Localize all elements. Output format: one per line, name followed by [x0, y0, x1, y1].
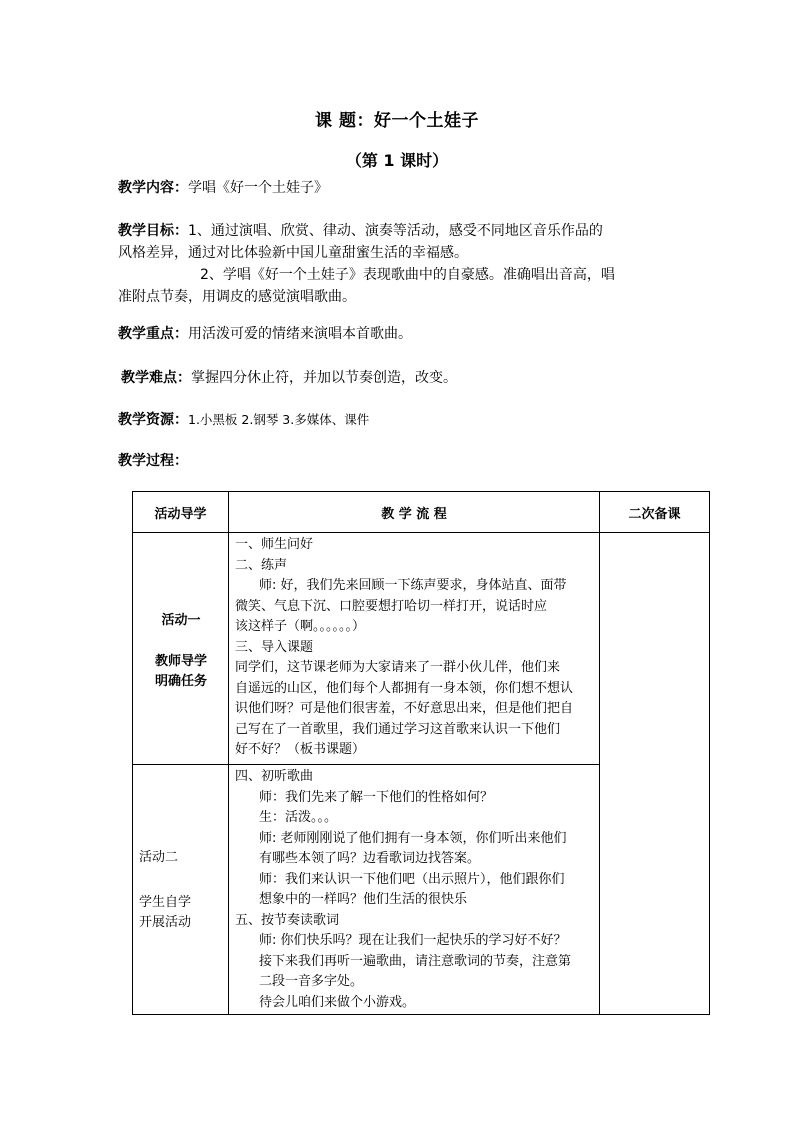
resources-text: 1.小黑板 2.钢琴 3.多媒体、课件	[188, 412, 370, 427]
flow1-line: 自遥远的山区，他们每个人都拥有一身本领，你们想不想认	[235, 680, 574, 696]
goals-text-1: 1、通过演唱、欣赏、律动、演奏等活动，感受不同地区音乐作品的	[188, 223, 603, 239]
flow2-line: 师：我们来认识一下他们吧（出示照片），他们跟你们	[259, 871, 565, 887]
resources-label: 教学资源：	[118, 412, 188, 428]
activity2-desc1: 学生自学	[139, 895, 192, 910]
content-text: 学唱《好一个土娃子》	[188, 180, 328, 196]
header-notes: 二次备课	[600, 492, 710, 533]
flow1-line: 三、导入课题	[235, 639, 314, 655]
goals-line-3: 2、学唱《好一个土娃子》表现歌曲中的自豪感。准确唱出音高，唱	[200, 267, 615, 283]
flow2-line: 师：我们先来了解一下他们的性格如何？	[259, 789, 494, 805]
activity1-cell	[133, 533, 229, 765]
activity2-name: 活动二	[139, 850, 179, 865]
flow1-line: 微笑、气息下沉、口腔要想打哈切一样打开，说话时应	[235, 598, 548, 614]
flow2-line: 接下来我们再听一遍歌曲，请注意歌词的节奏，注意第	[259, 953, 572, 969]
table-row-activity1	[133, 533, 710, 765]
flow1-line: 同学们，这节课老师为大家请来了一群小伙儿伴，他们来	[235, 660, 561, 675]
flow2-line: 四、初听歌曲	[235, 769, 314, 784]
second-prep-cell	[600, 533, 710, 1015]
goals-line-2: 风格差异，通过对比体验新中国儿童甜蜜生活的幸福感。	[118, 245, 468, 261]
table-header-row	[133, 492, 710, 533]
flow2-line: 二段一音多字处。	[259, 974, 364, 989]
activity1-desc2: 明确任务	[154, 674, 207, 689]
flow1-line: 该这样子（啊。。。。。。）	[235, 619, 366, 634]
keypoint-line	[118, 324, 412, 345]
goals-label: 教学目标：	[118, 223, 188, 239]
flow1-line: 好不好？（板书课题）	[235, 742, 366, 757]
flow1-line: 识他们呀？可是他们很害羞，不好意思出来，但是他们把自	[235, 701, 574, 716]
flow1-line: 己写在了一首歌里，我们通过学习这首歌来认识一下他们	[235, 721, 561, 737]
flow2-line: 师: 你们快乐吗？现在让我们一起快乐的学习好不好？	[259, 933, 567, 948]
flow2-line: 想象中的一样吗？他们生活的很快乐	[259, 892, 468, 907]
flow2-text	[229, 765, 599, 1013]
goals-line-4: 准附点节奏，用调皮的感觉演唱歌曲。	[118, 289, 356, 305]
flow2-line: 待会儿咱们来做个小游戏。	[259, 994, 416, 1010]
flow1-line: 师: 好，我们先来回顾一下练声要求，身体站直、面带	[259, 578, 567, 593]
header-activity: 活动导学	[133, 492, 229, 533]
process-line	[118, 451, 188, 472]
flow1-text	[229, 533, 599, 761]
header-flow: 教 学 流 程	[229, 492, 600, 533]
lesson-period: （第 1 课时）	[345, 151, 449, 170]
flow2-line: 有哪些本领了吗？边看歌词边找答案。	[259, 851, 481, 866]
difficulty-label: 教学难点：	[121, 370, 191, 386]
content-line	[118, 178, 328, 199]
activity1-desc1: 教师导学	[154, 654, 207, 669]
keypoint-text: 用活泼可爱的情绪来演唱本首歌曲。	[188, 326, 412, 342]
activity2-desc2: 开展活动	[139, 915, 192, 930]
flow1-line: 二、练声	[235, 557, 288, 573]
lesson-plan-table	[132, 491, 710, 1015]
resources-line	[118, 409, 369, 431]
content-label: 教学内容：	[118, 180, 188, 196]
goals-line-1	[118, 221, 603, 242]
flow2-line: 五、按节奏读歌词	[235, 912, 340, 928]
flow1-cell	[229, 533, 600, 765]
flow2-cell	[229, 765, 600, 1015]
flow1-line: 一、师生问好	[235, 537, 314, 552]
flow2-line: 师: 老师刚刚说了他们拥有一身本领，你们听出来他们	[259, 830, 567, 846]
page-title: 课 题：好一个土娃子	[315, 111, 479, 131]
keypoint-label: 教学重点：	[118, 326, 188, 342]
difficulty-line	[121, 368, 457, 389]
activity2-cell	[133, 765, 229, 1015]
process-label: 教学过程：	[118, 453, 188, 469]
activity1-name: 活动一	[161, 613, 201, 628]
difficulty-text: 掌握四分休止符，并加以节奏创造，改变。	[191, 370, 457, 386]
flow2-line: 生：活泼。。。	[259, 810, 338, 825]
